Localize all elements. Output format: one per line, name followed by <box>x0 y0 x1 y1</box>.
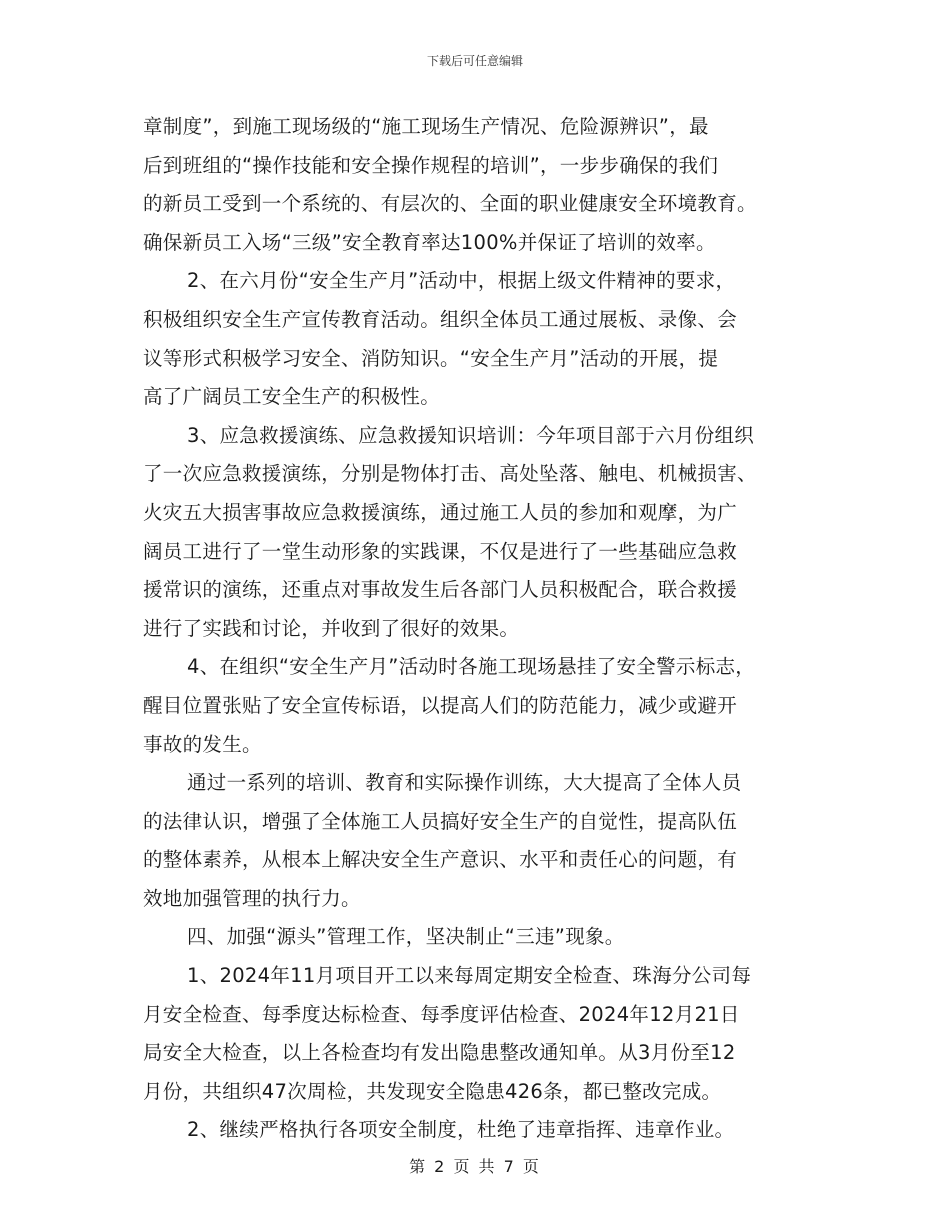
text-line: 后到班组的“操作技能和安全操作规程的培训”，一步步确保的我们 <box>143 153 719 177</box>
text-line: 议等形式积极学习安全、消防知识。“安全生产月”活动的开展，提 <box>143 346 719 370</box>
text-line: 的整体素养，从根本上解决安全生产意识、水平和责任心的问题，有 <box>143 848 738 872</box>
text-line: 火灾五大损害事故应急救援演练，通过施工人员的参加和观摩，为广 <box>143 500 738 524</box>
text-line: 4、在组织“安全生产月”活动时各施工现场悬挂了安全警示标志， <box>187 655 756 679</box>
page-header: 下载后可任意编辑 <box>426 54 523 68</box>
text-line: 醒目位置张贴了安全宣传标语，以提高人们的防范能力，减少或避开 <box>143 693 738 717</box>
text-line: 章制度”，到施工现场级的“施工现场生产情况、危险源辨识”，最 <box>143 115 709 138</box>
text-line: 通过一系列的培训、教育和实际操作训练，大大提高了全体人员 <box>187 771 742 795</box>
text-line: 3、应急救援演练、应急救援知识培训：今年项目部于六月份组织 <box>187 423 755 447</box>
text-line: 阔员工进行了一堂生动形象的实践课，不仅是进行了一些基础应急救 <box>143 539 738 563</box>
text-line: 效地加强管理的执行力。 <box>143 886 361 910</box>
text-line: 2、在六月份“安全生产月”活动中，根据上级文件精神的要求， <box>187 269 736 293</box>
text-line: 高了广阔员工安全生产的积极性。 <box>143 385 441 409</box>
text-line: 局安全大检查，以上各检查均有发出隐患整改通知单。从3月份至12 <box>143 1041 736 1065</box>
text-line: 1、2024年11月项目开工以来每周定期安全检查、珠海分公司每 <box>187 964 752 988</box>
text-line: 的新员工受到一个系统的、有层次的、全面的职业健康安全环境教育。 <box>143 192 757 216</box>
page-number: 第 2 页 共 7 页 <box>409 1157 541 1176</box>
text-line: 进行了实践和讨论，并收到了很好的效果。 <box>143 616 520 640</box>
text-line: 积极组织安全生产宣传教育活动。组织全体员工通过展板、录像、会 <box>143 307 738 331</box>
text-line: 了一次应急救援演练，分别是物体打击、高处坠落、触电、机械损害、 <box>143 462 757 486</box>
document-body <box>143 108 833 1150</box>
text-line: 事故的发生。 <box>143 732 262 756</box>
text-line: 确保新员工入场“三级”安全教育率达100%并保证了培训的效率。 <box>143 230 716 254</box>
text-line: 四、加强“源头”管理工作，坚决制止“三违”现象。 <box>187 925 625 949</box>
text-line: 的法律认识，增强了全体施工人员搞好安全生产的自觉性，提高队伍 <box>143 809 738 833</box>
text-line: 援常识的演练，还重点对事故发生后各部门人员积极配合，联合救援 <box>143 578 738 602</box>
text-line: 月安全检查、每季度达标检查、每季度评估检查、2024年12月21日 <box>143 1002 740 1026</box>
text-line: 2、继续严格执行各项安全制度，杜绝了违章指挥、违章作业。 <box>187 1118 735 1142</box>
text-line: 月份，共组织47次周检，共发现安全隐患426条，都已整改完成。 <box>143 1079 722 1103</box>
